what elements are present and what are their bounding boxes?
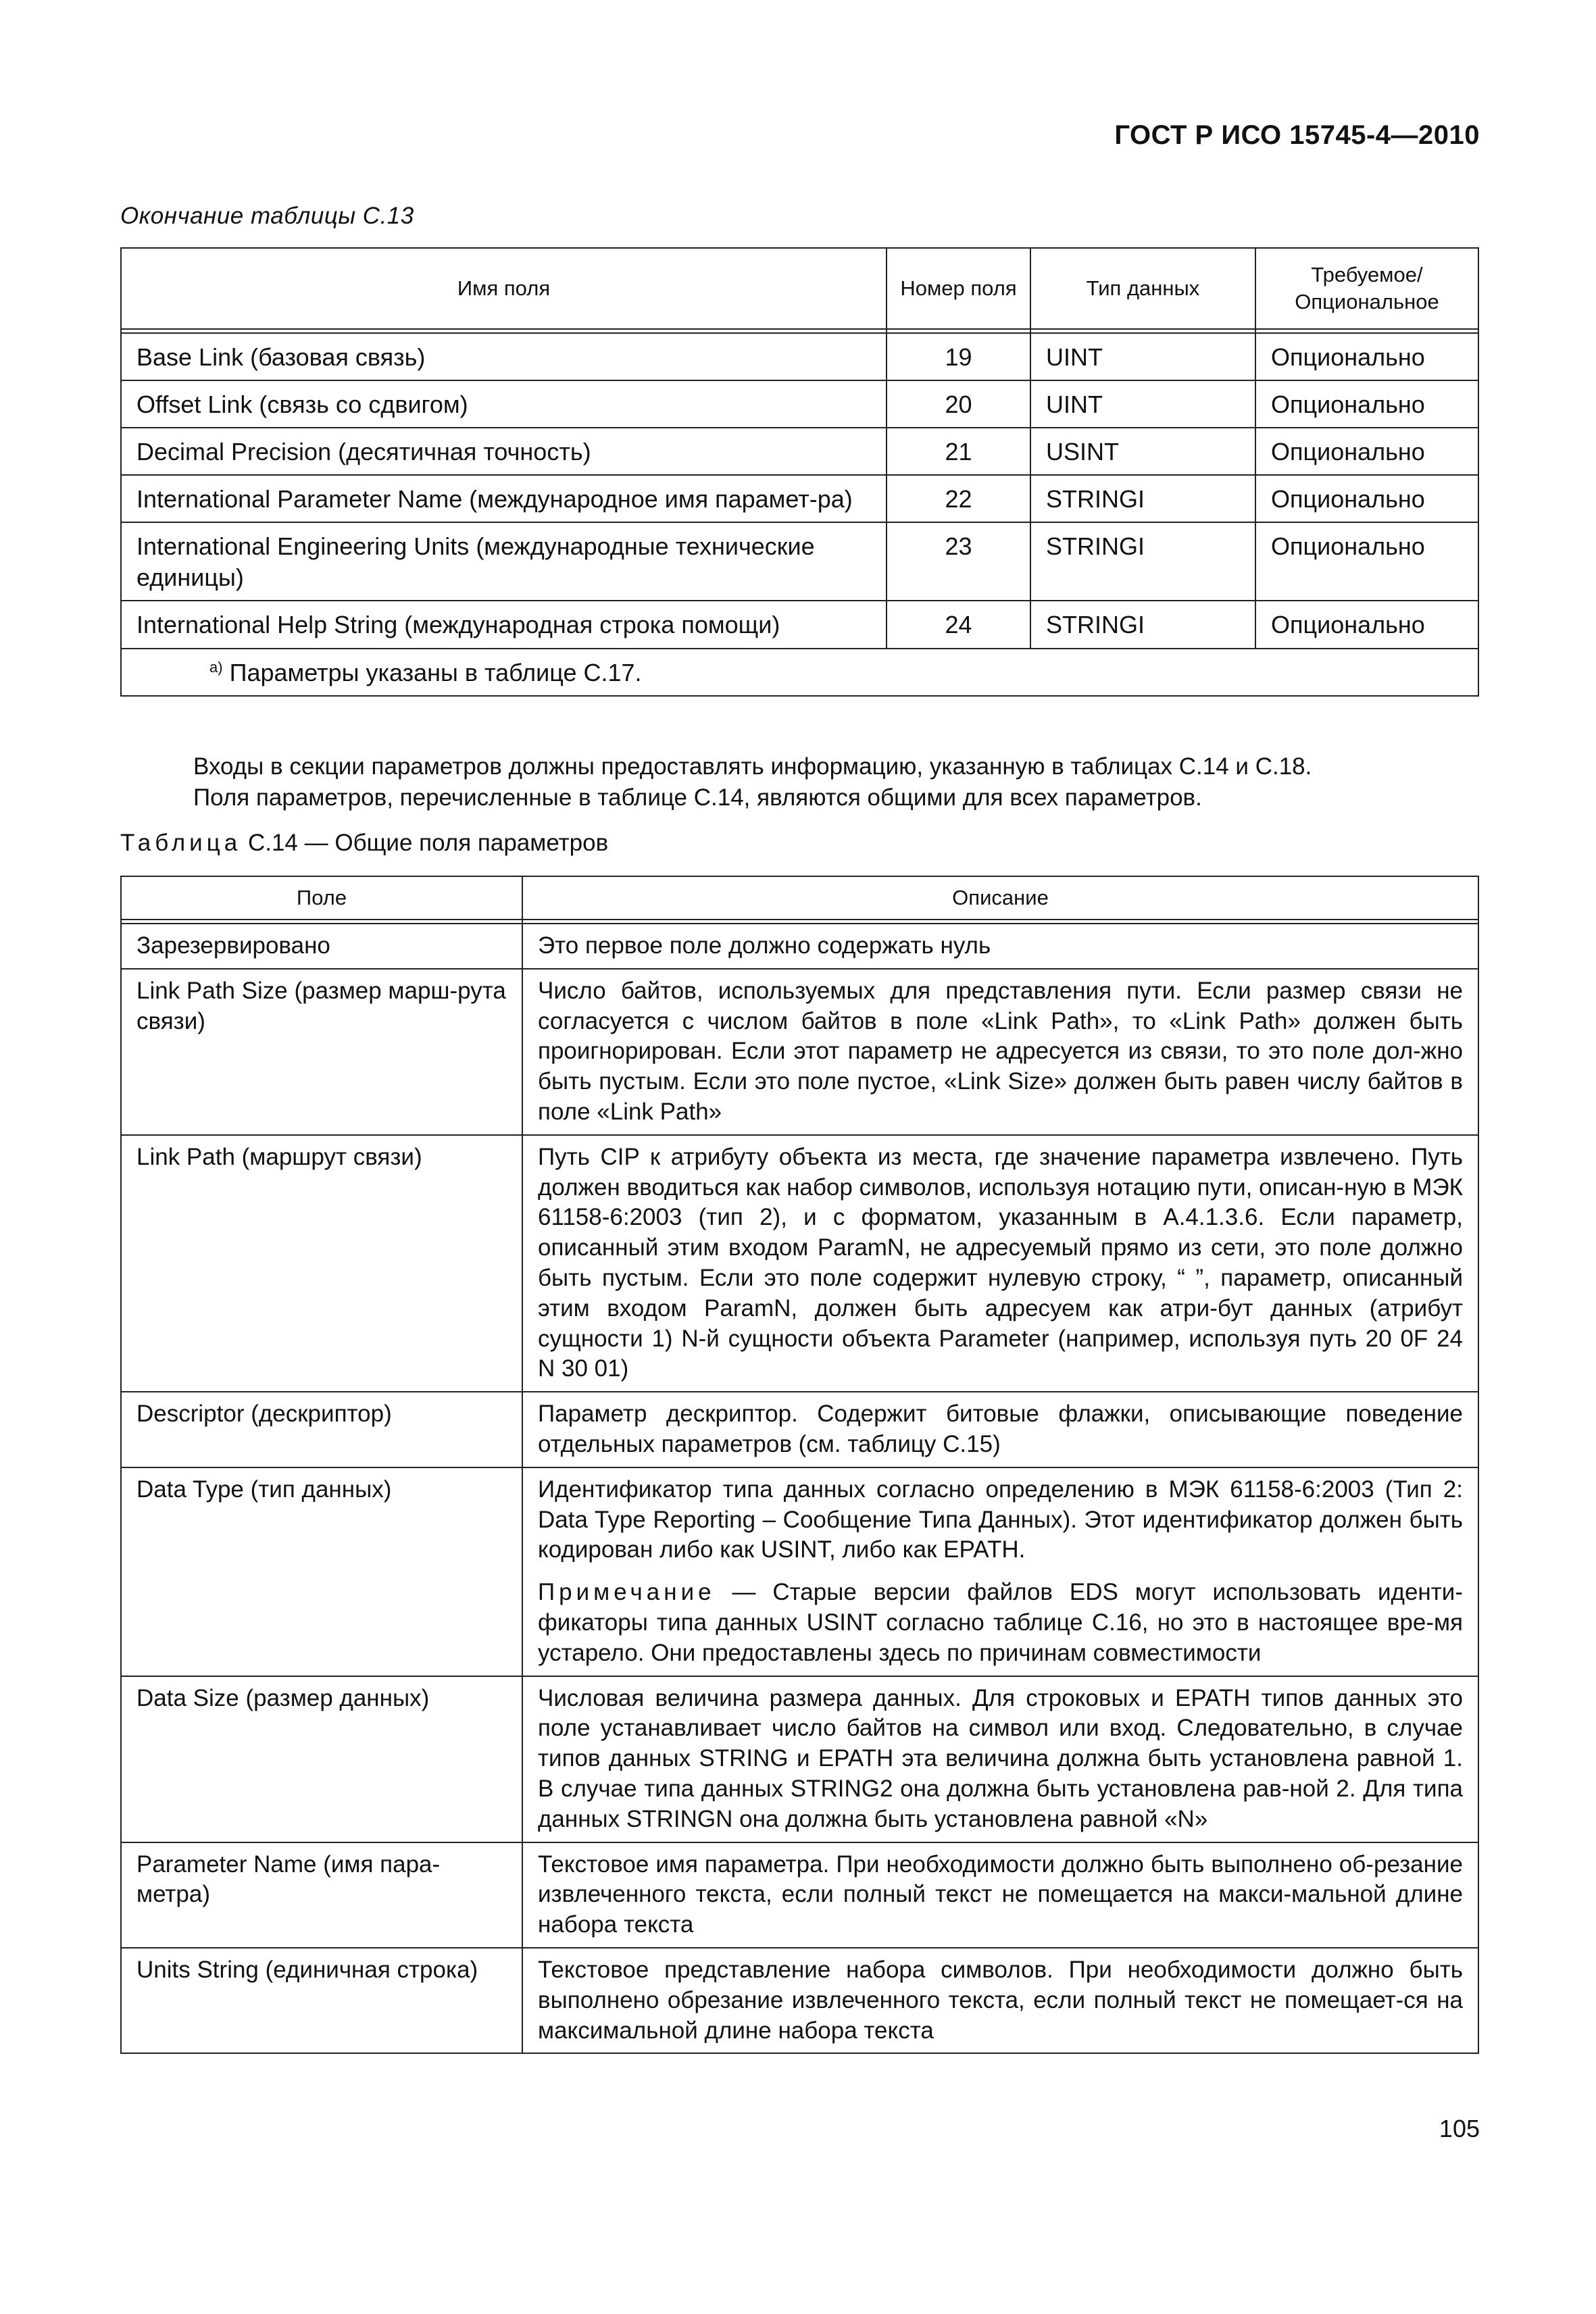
cell-data-type: UINT [1030, 380, 1255, 428]
cell-required: Опционально [1255, 380, 1478, 428]
table-row [121, 475, 1478, 522]
table-row [121, 1948, 1478, 2053]
table-row [121, 522, 1478, 601]
cell-required: Опционально [1255, 475, 1478, 522]
table-row [121, 1676, 1478, 1842]
cell-field: Descriptor (дескриптор) [121, 1392, 522, 1467]
table-row [121, 1392, 1478, 1467]
footnote-mark: a) [209, 658, 223, 676]
cell-field: Data Type (тип данных) [121, 1467, 522, 1676]
cell-required: Опционально [1255, 522, 1478, 601]
header-description: Описание [522, 876, 1478, 920]
header-data-type: Тип данных [1030, 248, 1255, 329]
header-field: Поле [121, 876, 522, 920]
cell-field-name: International Parameter Name (международное имя парамет-ра) [121, 475, 887, 522]
cell-field-number: 24 [887, 601, 1030, 648]
cell-field-number: 22 [887, 475, 1030, 522]
table-row [121, 1467, 1478, 1676]
paragraph: Поля параметров, перечисленные в таблице С.14, являются общими для всех параметров. [193, 784, 1202, 811]
cell-data-type: STRINGI [1030, 475, 1255, 522]
cell-field: Link Path Size (размер марш-рута связи) [121, 969, 522, 1135]
body-text [120, 751, 1478, 813]
cell-description: Путь CIP к атрибуту объекта из места, где значение параметра извлечено. Путь должен вводиться как набор символов, используя нотацию пути, описан-ную в МЭК 61158-6:2003 (тип 2), и с форматом, указанным в А.4.1.3.6. Если параметр, описанный этим входом ParamN, не адресуемый прямо из сети, это поле должно быть пустым. Если это поле содержит нулевую строку, “ ”, параметр, описанный этим входом ParamN, должен быть адресуем как атри-бут данных (атрибут сущности 1) N-й сущности объекта Parameter (например, используя путь 20 0F 24 N 30 01) [522, 1135, 1478, 1392]
table-continuation-caption: Окончание таблицы С.13 [120, 203, 414, 229]
note-text: — Старые версии файлов EDS могут использовать иденти-фикаторы типа данных USINT согласно таблице С.16, но это в настоящее вре-мя устарело. Они предоставлены здесь по причинам совместимости [538, 1579, 1463, 1666]
table-row [121, 380, 1478, 428]
cell-description [522, 1467, 1478, 1676]
table-header-row [121, 876, 1478, 920]
cell-required: Опционально [1255, 428, 1478, 475]
cell-field: Data Size (размер данных) [121, 1676, 522, 1842]
cell-field-number: 23 [887, 522, 1030, 601]
cell-data-type: STRINGI [1030, 522, 1255, 601]
table-title: С.14 — Общие поля параметров [247, 830, 609, 856]
table-row [121, 1842, 1478, 1948]
cell-field: Link Path (маршрут связи) [121, 1135, 522, 1392]
table-row [121, 969, 1478, 1135]
table-row [121, 601, 1478, 648]
table-c13 [120, 247, 1479, 697]
cell-required: Опционально [1255, 601, 1478, 648]
cell-required: Опционально [1255, 333, 1478, 380]
table-c14-caption [120, 830, 608, 857]
table-c14 [120, 876, 1479, 2054]
cell-field-name: Offset Link (связь со сдвигом) [121, 380, 887, 428]
table-header-row [121, 248, 1478, 329]
cell-description: Число байтов, используемых для представления пути. Если размер связи не согласуется с числом байтов в поле «Link Path», то «Link Path» должен быть проигнорирован. Если этот параметр не адресуется из связи, то это поле дол-жно быть пустым. Если это поле пустое, «Link Size» должен быть равен числу байтов в поле «Link Path» [522, 969, 1478, 1135]
cell-field: Parameter Name (имя пара-метра) [121, 1842, 522, 1948]
table-label: Таблица [120, 830, 242, 856]
cell-description: Параметр дескриптор. Содержит битовые флажки, описывающие поведение отдельных параметров (см. таблицу С.15) [522, 1392, 1478, 1467]
cell-data-type: STRINGI [1030, 601, 1255, 648]
cell-description: Числовая величина размера данных. Для строковых и EPATH типов данных это поле устанавливает число байтов на символ или вход. Следовательно, в случае типов данных STRING и EPATH эта величина должна быть установлена равной 1. В случае типа данных STRING2 она должна быть установлена рав-ной 2. Для типа данных STRINGN она должна быть установлена равной «N» [522, 1676, 1478, 1842]
description-note [538, 1578, 1463, 1668]
table-footnote [121, 649, 1478, 696]
cell-field-name: Decimal Precision (десятичная точность) [121, 428, 887, 475]
cell-field-name: Base Link (базовая связь) [121, 333, 887, 380]
header-field-number: Номер поля [887, 248, 1030, 329]
cell-data-type: UINT [1030, 333, 1255, 380]
paragraph: Входы в секции параметров должны предоставлять информацию, указанную в таблицах С.14 и С.18. [193, 753, 1312, 780]
table-row [121, 1135, 1478, 1392]
table-row [121, 428, 1478, 475]
table-row [121, 333, 1478, 380]
table-row [121, 924, 1478, 969]
note-label: Примечание [538, 1579, 716, 1606]
cell-field-name: International Help String (международная строка помощи) [121, 601, 887, 648]
cell-description: Это первое поле должно содержать нуль [522, 924, 1478, 969]
cell-description: Текстовое имя параметра. При необходимости должно быть выполнено об-резание извлеченного текста, если полный текст не помещается на макси-мальной длине набора текста [522, 1842, 1478, 1948]
cell-field-number: 20 [887, 380, 1030, 428]
document-code: ГОСТ Р ИСО 15745-4—2010 [1114, 120, 1480, 150]
page-number: 105 [1439, 2115, 1480, 2142]
header-field-name: Имя поля [121, 248, 887, 329]
cell-field-number: 21 [887, 428, 1030, 475]
cell-field: Units String (единичная строка) [121, 1948, 522, 2053]
cell-description: Текстовое представление набора символов. При необходимости должно быть выполнено обрезание извлеченного текста, если полный текст не помещает-ся на максимальной длине набора текста [522, 1948, 1478, 2053]
header-required-optional: Требуемое/ Опциональное [1255, 248, 1478, 329]
description-text: Идентификатор типа данных согласно определению в МЭК 61158-6:2003 (Тип 2: Data Type Reporting – Сообщение Типа Данных). Этот идентификатор должен быть кодирован либо как USINT, либо как EPATH. [538, 1476, 1463, 1563]
footnote-text: Параметры указаны в таблице С.17. [229, 658, 642, 686]
cell-field-name: International Engineering Units (международные технические единицы) [121, 522, 887, 601]
cell-field-number: 19 [887, 333, 1030, 380]
table-footnote-row [121, 649, 1478, 696]
cell-field: Зарезервировано [121, 924, 522, 969]
cell-data-type: USINT [1030, 428, 1255, 475]
